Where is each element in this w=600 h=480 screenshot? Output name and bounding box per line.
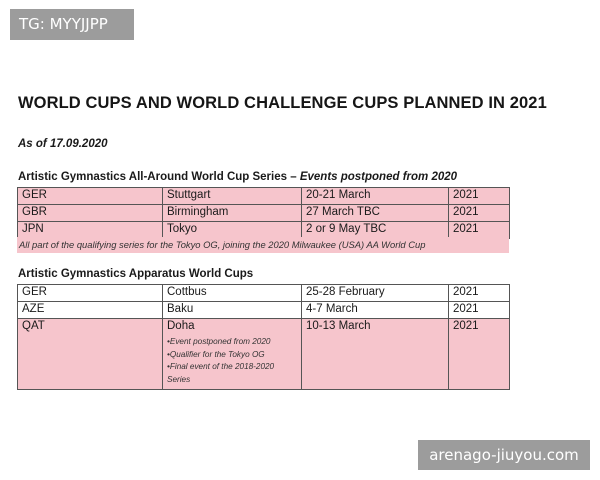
city-name: Doha <box>167 320 195 332</box>
heading-separator: – <box>287 171 300 183</box>
year-cell: 2021 <box>449 302 510 319</box>
dates-cell: 27 March TBC <box>302 205 449 222</box>
list-item: • Event postponed from 2020 <box>167 336 297 349</box>
city-cell <box>163 319 302 390</box>
dates-cell: 25-28 February <box>302 285 449 302</box>
year-cell: 2021 <box>449 319 510 390</box>
dates-cell: 4-7 March <box>302 302 449 319</box>
table-row <box>18 188 510 205</box>
city-cell: Birmingham <box>163 205 302 222</box>
dates-cell: 10-13 March <box>302 319 449 390</box>
list-item: • Final event of the 2018-2020 Series <box>167 361 297 386</box>
country-cell: JPN <box>18 222 163 239</box>
city-cell: Baku <box>163 302 302 319</box>
list-item: • Qualifier for the Tokyo OG <box>167 349 297 362</box>
year-cell: 2021 <box>449 188 510 205</box>
watermark-label-top: TG: MYYJJPP <box>10 9 134 40</box>
year-cell: 2021 <box>449 285 510 302</box>
all-around-heading-text: Artistic Gymnastics All-Around World Cup Series <box>18 171 288 183</box>
watermark-label-bottom: arenago-jiuyou.com <box>418 440 590 470</box>
country-cell: GBR <box>18 205 163 222</box>
table-row <box>18 302 510 319</box>
apparatus-section-heading: Artistic Gymnastics Apparatus World Cups <box>18 268 254 280</box>
city-cell: Tokyo <box>163 222 302 239</box>
table-row <box>18 222 510 239</box>
country-cell: GER <box>18 285 163 302</box>
table-row <box>18 319 510 390</box>
table-row <box>18 285 510 302</box>
country-cell: AZE <box>18 302 163 319</box>
doha-event-notes <box>167 336 297 386</box>
as-of-date: As of 17.09.2020 <box>18 138 108 150</box>
city-cell: Stuttgart <box>163 188 302 205</box>
country-cell: QAT <box>18 319 163 390</box>
country-cell: GER <box>18 188 163 205</box>
city-cell: Cottbus <box>163 285 302 302</box>
all-around-heading-note: Events postponed from 2020 <box>299 171 458 183</box>
apparatus-table <box>17 284 510 390</box>
dates-cell: 20-21 March <box>302 188 449 205</box>
all-around-section-heading <box>18 171 457 183</box>
qualifying-series-note: All part of the qualifying series for the Tokyo OG, joining the 2020 Milwaukee (USA) AA World Cup <box>17 237 509 253</box>
year-cell: 2021 <box>449 205 510 222</box>
document-title: WORLD CUPS AND WORLD CHALLENGE CUPS PLANNED IN 2021 <box>18 94 547 112</box>
all-around-table <box>17 187 510 239</box>
year-cell: 2021 <box>449 222 510 239</box>
dates-cell: 2 or 9 May TBC <box>302 222 449 239</box>
table-row <box>18 205 510 222</box>
